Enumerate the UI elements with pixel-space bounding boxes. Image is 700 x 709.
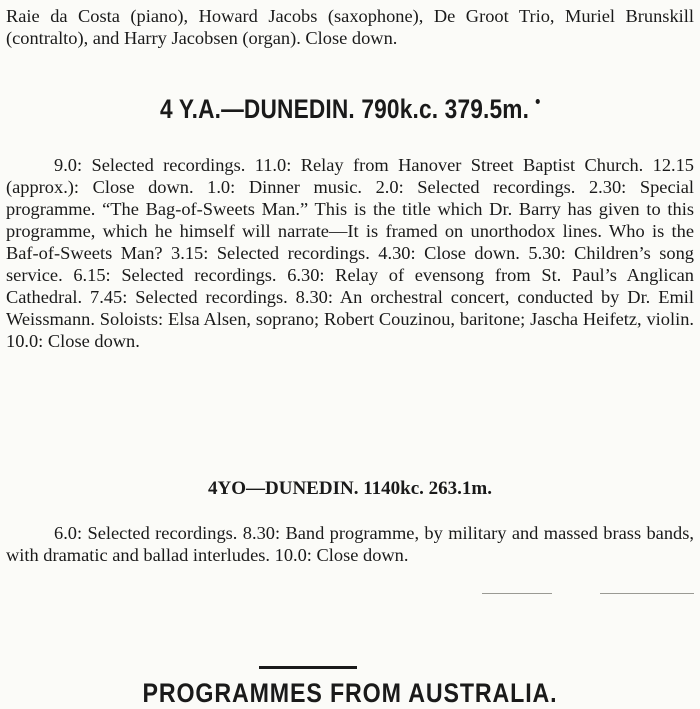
programme-4ya-paragraph: 9.0: Selected recordings. 11.0: Relay from Hanover Street Baptist Church. 12.15 (approx.): Close down. 1.0: Dinner music. 2.0: Selected recordings. 2.30: Special programme. “The Bag-of-Sweets Man.” This is the title which Dr. Barry has given to this programme, which he himself will narrate—It is framed on unorthodox lines. Who is the Baf-of-Sweets Man? 3.15: Selected recordings. 4.30: Close down. 5.30: Children’s song service. 6.15: Selected recordings. 6.30: Relay of evensong from St. Paul’s Anglican Cathedral. 7.45: Selected recordings. 8.30: An orchestral concert, conducted by Dr. Emil Weissmann. Soloists: Elsa Alsen, soprano; Robert Couzinou, baritone; Jascha Heifetz, violin. 10.0: Close down.	[6, 155, 694, 351]
section-divider-rule	[259, 666, 357, 669]
intro-paragraph: Raie da Costa (piano), Howard Jacobs (saxophone), De Groot Trio, Muriel Brunskill (contralto), and Harry Jacobsen (organ). Close down.	[6, 6, 694, 48]
station-heading-4ya	[56, 94, 644, 125]
station-heading-4ya-text: 4 Y.A.—DUNEDIN. 790k.c. 379.5m.	[159, 94, 530, 124]
print-dot-mark	[536, 99, 540, 104]
australia-section-heading: PROGRAMMES FROM AUSTRALIA.	[142, 678, 558, 708]
programme-4yo-paragraph: 6.0: Selected recordings. 8.30: Band programme, by military and massed brass bands, with dramatic and ballad interludes. 10.0: Close down.	[6, 523, 694, 565]
print-smudge	[482, 593, 552, 594]
station-heading-4yo: 4YO—DUNEDIN. 1140kc. 263.1m.	[208, 478, 492, 499]
print-smudge	[600, 593, 694, 594]
